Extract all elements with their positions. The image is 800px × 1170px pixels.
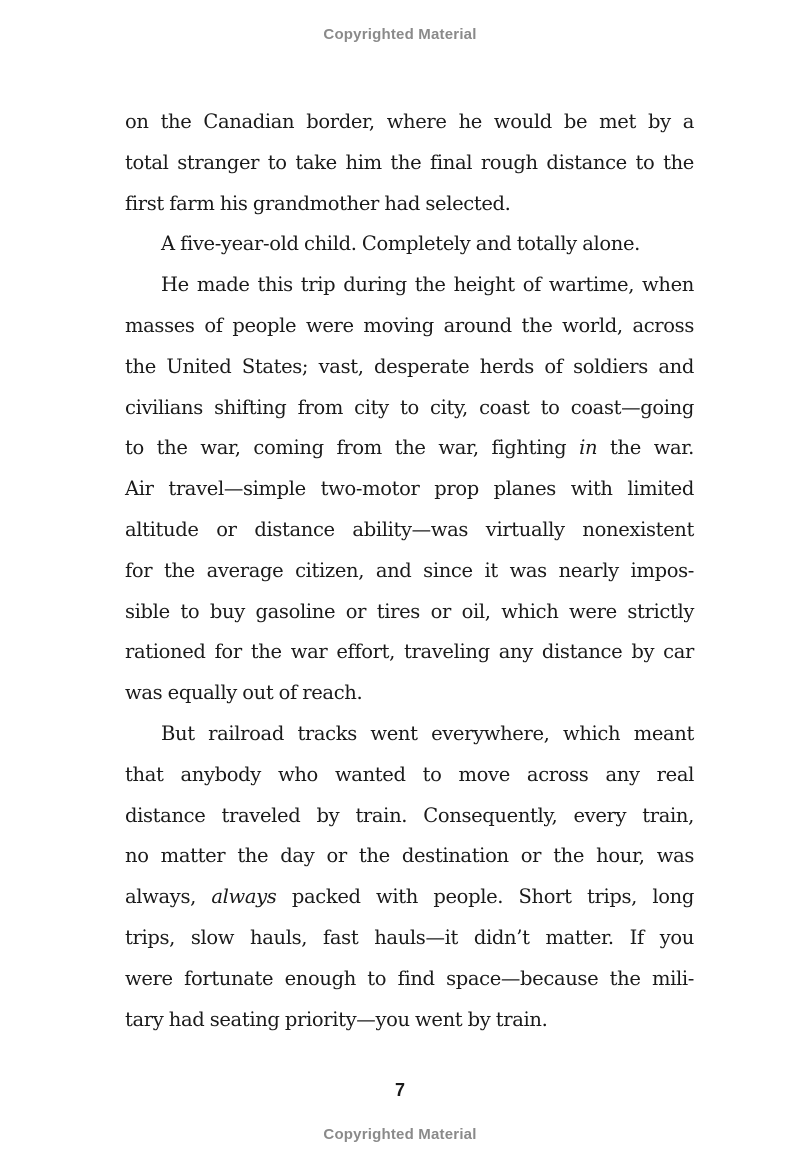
text-line: the United States; vast, desperate herds of soldiers and: [125, 354, 694, 378]
copyright-watermark-top: Copyrighted Material: [323, 26, 477, 43]
text-line: masses of people were moving around the world, across: [125, 313, 694, 337]
text-line: [125, 428, 694, 469]
text-fragment: always,: [125, 885, 212, 909]
page-number: 7: [394, 1080, 405, 1100]
text-line: A five-year-old child. Completely and totally alone.: [161, 232, 640, 256]
text-fragment: packed with people. Short trips, long: [276, 885, 694, 909]
italic-emphasis: in: [579, 436, 598, 460]
text-line: on the Canadian border, where he would be met by a: [125, 110, 694, 133]
text-line: that anybody who wanted to move across any real: [125, 762, 694, 786]
text-line: total stranger to take him the final rough distance to the: [125, 150, 694, 174]
copyright-watermark-bottom: Copyrighted Material: [323, 1126, 477, 1143]
text-line: civilians shifting from city to city, coast to coast—going: [125, 395, 694, 419]
text-line: rationed for the war effort, traveling any distance by car: [125, 640, 694, 664]
page-body: [125, 102, 694, 1040]
text-line: no matter the day or the destination or the hour, was: [125, 844, 694, 868]
italic-emphasis: always: [211, 885, 277, 909]
text-line: He made this trip during the height of wartime, when: [161, 273, 694, 297]
text-line: Air travel—simple two-motor prop planes with limited: [125, 477, 694, 501]
text-line: tary had seating priority—you went by train.: [125, 1007, 548, 1031]
text-line: trips, slow hauls, fast hauls—it didn’t matter. If you: [125, 925, 694, 949]
text-line: first farm his grandmother had selected.: [125, 191, 511, 215]
text-line: were fortunate enough to find space—because the mili-: [125, 966, 694, 990]
text-fragment: to the war, coming from the war, fighting: [125, 436, 580, 460]
text-line: was equally out of reach.: [125, 681, 363, 705]
text-line: But railroad tracks went everywhere, which meant: [161, 721, 694, 745]
text-line: altitude or distance ability—was virtually nonexistent: [125, 517, 694, 541]
text-line: distance traveled by train. Consequently, every train,: [125, 803, 694, 827]
text-line: sible to buy gasoline or tires or oil, which were strictly: [125, 599, 694, 623]
text-line: for the average citizen, and since it was nearly impos-: [125, 558, 694, 582]
text-line: [125, 877, 694, 918]
text-fragment: the war.: [597, 436, 694, 460]
